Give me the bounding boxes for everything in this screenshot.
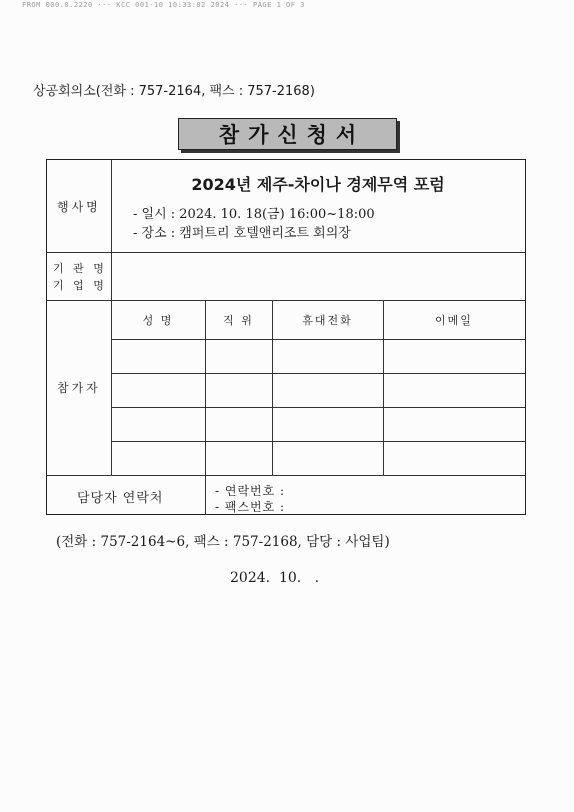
- form-title-box: [178, 118, 397, 150]
- col-header-mobile: 휴대전화: [302, 314, 353, 327]
- application-form-table: [46, 159, 526, 515]
- contact-person-label: 담당자 연락처: [77, 491, 164, 506]
- participants-label: 참가자: [57, 381, 101, 395]
- col-header-email: 이메일: [435, 314, 473, 327]
- recipient-line: 상공회의소(전화 : 757-2164, 팩스 : 757-2168): [33, 84, 315, 99]
- row-divider: [47, 300, 525, 301]
- event-name-label: 행사명: [57, 200, 101, 214]
- institution-name-label: 기 관 명: [53, 262, 107, 275]
- organization-name-field[interactable]: [112, 253, 524, 299]
- row-divider: [47, 475, 525, 476]
- col-header-name: 성 명: [142, 314, 174, 327]
- event-venue: - 장소 : 캠퍼트리 호텔앤리조트 회의장: [133, 226, 351, 241]
- contact-fax-label: - 팩스번호 :: [215, 500, 286, 514]
- participant-row[interactable]: [112, 374, 524, 407]
- fax-transmission-header: FROM 000.0.2220 ··· KCC 001-10 10:33:02 2024 ··· PAGE 1 OF 3: [22, 1, 305, 9]
- event-title: 2024년 제주-차이나 경제무역 포럼: [191, 175, 445, 194]
- participant-row[interactable]: [112, 408, 524, 441]
- participant-row[interactable]: [112, 442, 524, 475]
- form-title: 참가신청서: [218, 123, 366, 147]
- participant-row[interactable]: [112, 340, 524, 373]
- event-datetime: - 일시 : 2024. 10. 18(금) 16:00~18:00: [133, 207, 375, 222]
- company-name-label: 기 업 명: [53, 279, 107, 292]
- col-header-position: 직 위: [223, 314, 254, 327]
- footnote-contact-info: (전화 : 757-2164~6, 팩스 : 757-2168, 담당 : 사업팀): [56, 534, 390, 550]
- column-divider: [205, 300, 206, 514]
- contact-phone-label: - 연락번호 :: [215, 484, 286, 498]
- submission-date: 2024. 10. .: [230, 570, 320, 586]
